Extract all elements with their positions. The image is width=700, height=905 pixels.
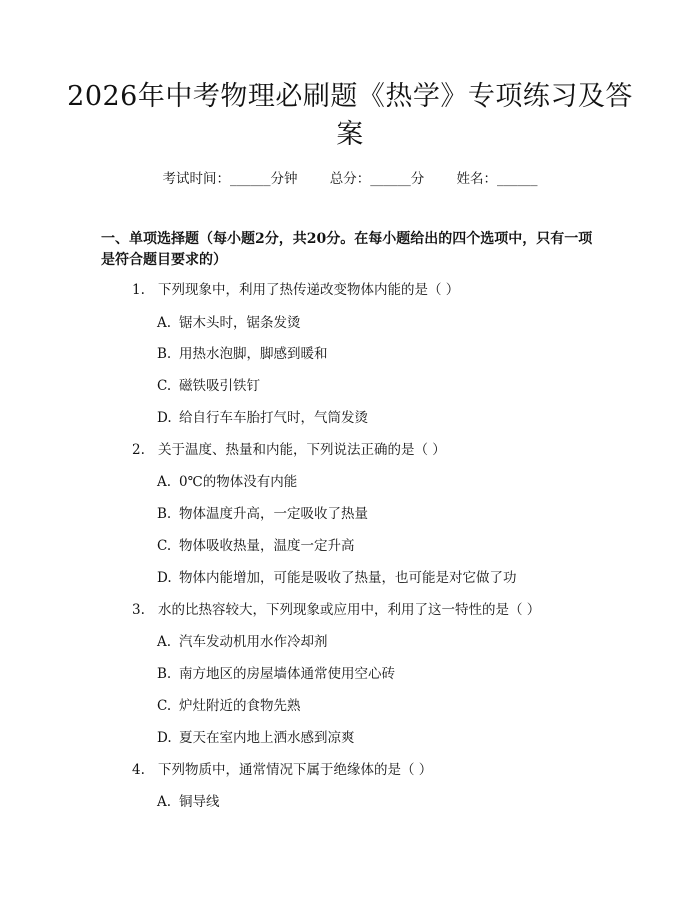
- option-text: 给自行车车胎打气时，气筒发烫: [179, 410, 368, 426]
- question-3: [132, 601, 540, 619]
- option-text: 南方地区的房屋墙体通常使用空心砖: [179, 666, 395, 682]
- question-2-option-c: [157, 537, 355, 555]
- option-text: 磁铁吸引铁钉: [179, 378, 260, 394]
- option-letter: B.: [157, 506, 172, 522]
- option-letter: B.: [157, 666, 172, 682]
- question-number: 1.: [132, 282, 145, 298]
- question-text: 下列现象中，利用了热传递改变物体内能的是（ ）: [158, 282, 460, 298]
- question-3-option-d: [157, 729, 355, 747]
- option-text: 物体吸收热量，温度一定升高: [179, 538, 355, 554]
- exam-time-field: 考试时间：______分钟: [162, 171, 298, 187]
- option-text: 物体内能增加，可能是吸收了热量，也可能是对它做了功: [179, 570, 517, 586]
- question-text: 水的比热容较大，下列现象或应用中，利用了这一特性的是（ ）: [158, 602, 541, 618]
- option-text: 0℃的物体没有内能: [179, 474, 298, 490]
- question-1-option-b: [157, 345, 328, 363]
- option-letter: A.: [157, 794, 172, 810]
- option-letter: B.: [157, 346, 172, 362]
- question-2: [132, 441, 446, 459]
- option-text: 夏天在室内地上洒水感到凉爽: [179, 730, 355, 746]
- option-text: 物体温度升高，一定吸收了热量: [179, 506, 368, 522]
- question-1-option-a: [157, 314, 301, 332]
- question-text: 关于温度、热量和内能，下列说法正确的是（ ）: [158, 442, 446, 458]
- question-2-option-a: [157, 473, 297, 491]
- question-text: 下列物质中，通常情况下属于绝缘体的是（ ）: [158, 762, 433, 778]
- option-letter: A.: [157, 634, 172, 650]
- option-letter: C.: [157, 698, 172, 714]
- question-1: [132, 281, 459, 299]
- option-text: 锯木头时，锯条发烫: [179, 315, 301, 331]
- question-3-option-c: [157, 697, 301, 715]
- question-2-option-b: [157, 505, 368, 523]
- option-text: 用热水泡脚，脚感到暖和: [179, 346, 328, 362]
- question-4: [132, 761, 432, 779]
- option-text: 汽车发动机用水作冷却剂: [179, 634, 328, 650]
- question-number: 2.: [132, 442, 145, 458]
- question-1-option-c: [157, 377, 260, 395]
- question-number: 3.: [132, 602, 145, 618]
- option-text: 铜导线: [179, 794, 220, 810]
- option-letter: D.: [157, 570, 172, 586]
- option-letter: C.: [157, 378, 172, 394]
- question-3-option-b: [157, 665, 395, 683]
- question-2-option-d: [157, 569, 517, 587]
- option-letter: A.: [157, 474, 172, 490]
- question-4-option-a: [157, 793, 220, 811]
- exam-info-line: [0, 170, 700, 188]
- question-number: 4.: [132, 762, 145, 778]
- option-letter: C.: [157, 538, 172, 554]
- option-letter: D.: [157, 410, 172, 426]
- question-1-option-d: [157, 409, 368, 427]
- document-title: 2026年中考物理必刷题《热学》专项练习及答案: [67, 81, 633, 150]
- option-letter: A.: [157, 315, 172, 331]
- option-letter: D.: [157, 730, 172, 746]
- question-3-option-a: [157, 633, 328, 651]
- total-score-field: 总分：______分: [329, 171, 425, 187]
- section-header: 一、单项选择题（每小题2分，共20分。在每小题给出的四个选项中，只有一项是符合题目要求的）: [101, 231, 593, 268]
- student-name-field: 姓名：______: [456, 171, 538, 187]
- option-text: 炉灶附近的食物先熟: [179, 698, 301, 714]
